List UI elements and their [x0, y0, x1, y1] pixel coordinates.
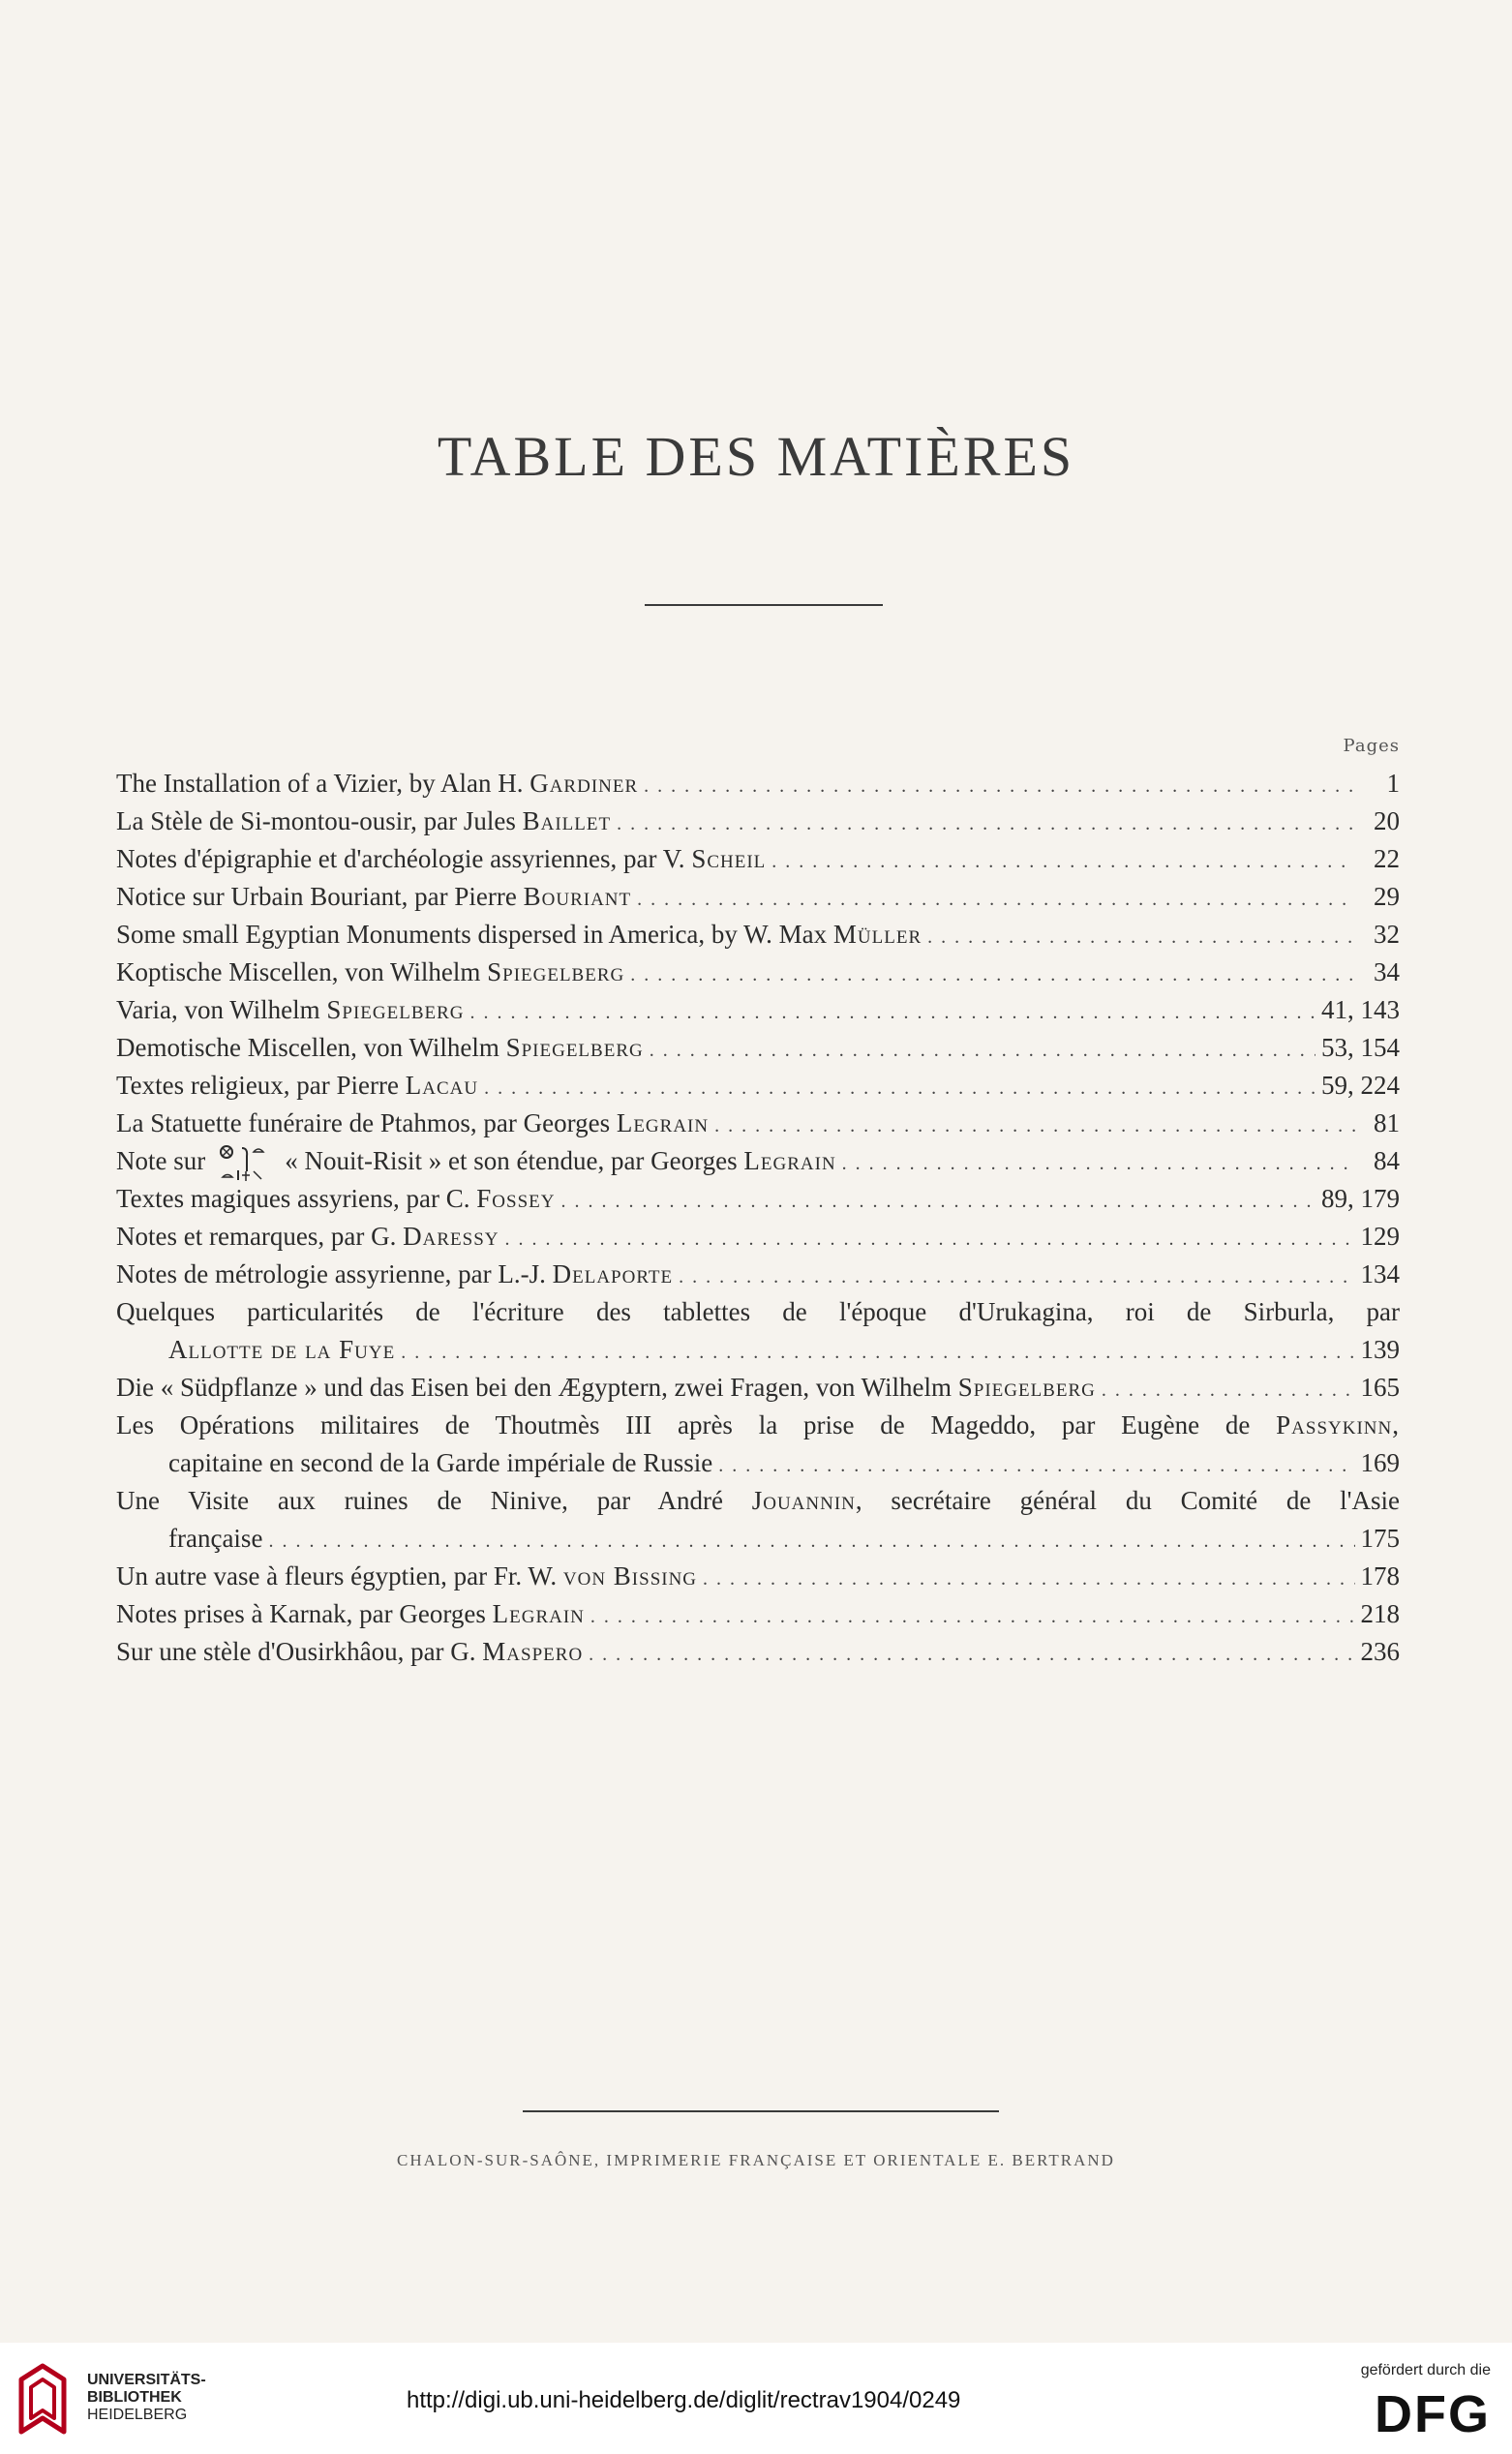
- toc-page-number: 178: [1360, 1561, 1400, 1591]
- toc-entry: [116, 1595, 1400, 1633]
- toc-entry: [116, 991, 1400, 1029]
- toc-entry-title: Koptische Miscellen, von Wilhelm Spiegelberg: [116, 957, 625, 986]
- toc-entry-title: Sur une stèle d'Ousirkhâou, par G. Maspero: [116, 1637, 584, 1666]
- leader-dots: [637, 878, 1355, 919]
- toc-entry-title: Textes religieux, par Pierre Lacau: [116, 1071, 479, 1100]
- toc-entry-author: Allotte de la Fuye: [168, 1335, 396, 1364]
- leader-dots: [650, 1029, 1315, 1070]
- toc-page-number: 139: [1360, 1335, 1400, 1364]
- toc-entry: [116, 1105, 1400, 1142]
- dfg-logo: DFG: [1375, 2385, 1491, 2443]
- toc-entry-title: La Statuette funéraire de Ptahmos, par Georges Legrain: [116, 1108, 710, 1137]
- colophon-divider: [523, 2110, 999, 2112]
- toc-entry: [116, 954, 1400, 991]
- leader-dots: [470, 991, 1316, 1032]
- toc-entry-continuation: [116, 1331, 1400, 1369]
- toc-entry-title: Notes d'épigraphie et d'archéologie assyriennes, par V. Scheil: [116, 844, 767, 873]
- funded-by-label: gefördert durch die: [1360, 2362, 1491, 2378]
- leader-dots: [679, 1256, 1354, 1296]
- leader-dots: [771, 840, 1355, 881]
- toc-entry-title: Some small Egyptian Monuments dispersed in America, by W. Max Müller: [116, 920, 922, 949]
- toc-entry-title: Varia, von Wilhelm Spiegelberg: [116, 995, 465, 1024]
- toc-entry: [116, 916, 1400, 954]
- toc-entry-title: Die « Südpflanze » und das Eisen bei den Ægyptern, zwei Fragen, von Wilhelm Spiegelberg: [116, 1373, 1096, 1402]
- toc-entry-continuation: [116, 1520, 1400, 1558]
- toc-entry-title: Notes de métrologie assyrienne, par L.-J. Delaporte: [116, 1259, 674, 1288]
- leader-dots: [927, 916, 1355, 956]
- toc-entry: [116, 878, 1400, 916]
- toc-entry-title: Les Opérations militaires de Thoutmès III après la prise de Mageddo, par Eugène de Passykinn,: [116, 1410, 1400, 1439]
- toc-entry-title-continued: française: [168, 1524, 263, 1553]
- leader-dots: [644, 765, 1355, 805]
- toc-entry-title: Une Visite aux ruines de Ninive, par André Jouannin, secrétaire général du Comité de l'Asie: [116, 1486, 1400, 1515]
- leader-dots: [718, 1444, 1354, 1485]
- toc-entry: [116, 1482, 1400, 1558]
- toc-page-number: 41, 143: [1321, 995, 1400, 1024]
- leader-dots: [401, 1331, 1354, 1372]
- toc-page-number: 22: [1374, 844, 1400, 873]
- toc-page-number: 84: [1374, 1146, 1400, 1175]
- leader-dots: [560, 1180, 1315, 1221]
- leader-dots: [590, 1595, 1355, 1636]
- toc-entry: [116, 1218, 1400, 1256]
- toc-entry-title: Note sur « Nouit-Risit » et son étendue, par Georges Legrain: [116, 1142, 836, 1182]
- viewer-footer: [0, 2343, 1512, 2454]
- toc-page-number: 1: [1386, 769, 1400, 798]
- toc-page-number: 165: [1360, 1373, 1400, 1402]
- toc-page-number: 175: [1360, 1524, 1400, 1553]
- toc-entry-title: La Stèle de Si-montou-ousir, par Jules Baillet: [116, 806, 612, 835]
- toc-entry: [116, 840, 1400, 878]
- toc-page-number: 34: [1374, 957, 1400, 986]
- toc-entry: [116, 1029, 1400, 1067]
- toc-entry-title: Quelques particularités de l'écriture des tablettes de l'époque d'Urukagina, roi de Sirburla, par: [116, 1297, 1400, 1326]
- printer-colophon: CHALON-SUR-SAÔNE, IMPRIMERIE FRANÇAISE ET ORIENTALE E. BERTRAND: [397, 2151, 1115, 2169]
- toc-page-number: 59, 224: [1321, 1071, 1400, 1100]
- toc-entry: [116, 1142, 1400, 1180]
- toc-page-number: 89, 179: [1321, 1184, 1400, 1213]
- permalink-url[interactable]: http://digi.ub.uni-heidelberg.de/diglit/rectrav1904/0249: [407, 2387, 961, 2413]
- toc-entry-title: Notice sur Urbain Bouriant, par Pierre Bouriant: [116, 882, 632, 911]
- pages-column-label: Pages: [1343, 736, 1400, 756]
- toc-entry-title: Textes magiques assyriens, par C. Fossey: [116, 1184, 556, 1213]
- toc-entry-continuation: [116, 1444, 1400, 1482]
- leader-dots: [589, 1633, 1354, 1674]
- toc-entry: [116, 1067, 1400, 1105]
- toc-entry: [116, 1293, 1400, 1369]
- university-library-logo-icon: [14, 2360, 72, 2439]
- toc-entry-title: The Installation of a Vizier, by Alan H. Gardiner: [116, 769, 639, 798]
- toc-page-number: 32: [1374, 920, 1400, 949]
- toc-page-number: 236: [1360, 1637, 1400, 1666]
- leader-dots: [617, 803, 1355, 843]
- toc-entry-title-continued: capitaine en second de la Garde impériale de Russie: [168, 1448, 713, 1477]
- leader-dots: [484, 1067, 1315, 1107]
- toc-entry: [116, 1180, 1400, 1218]
- leader-dots: [268, 1520, 1354, 1560]
- toc-entry: [116, 765, 1400, 803]
- toc-page-number: 218: [1360, 1599, 1400, 1628]
- leader-dots: [1102, 1369, 1355, 1409]
- toc-entry-title: Demotische Miscellen, von Wilhelm Spiegelberg: [116, 1033, 644, 1062]
- toc-entry-title: Notes et remarques, par G. Daressy: [116, 1222, 499, 1251]
- table-of-contents: [116, 765, 1400, 1671]
- toc-entry: [116, 1256, 1400, 1293]
- toc-entry: [116, 1558, 1400, 1595]
- leader-dots: [703, 1558, 1354, 1598]
- toc-page-number: 53, 154: [1321, 1033, 1400, 1062]
- toc-entry: [116, 803, 1400, 840]
- toc-entry: [116, 1407, 1400, 1482]
- title-divider: [645, 604, 883, 606]
- toc-page-number: 169: [1360, 1448, 1400, 1477]
- toc-page-number: 29: [1374, 882, 1400, 911]
- leader-dots: [842, 1142, 1355, 1183]
- toc-entry: [116, 1369, 1400, 1407]
- leader-dots: [630, 954, 1355, 994]
- toc-page-number: 129: [1360, 1222, 1400, 1251]
- toc-page-number: 20: [1374, 806, 1400, 835]
- toc-page-number: 134: [1360, 1259, 1400, 1288]
- toc-entry-title: Un autre vase à fleurs égyptien, par Fr. W. von Bissing: [116, 1561, 698, 1591]
- leader-dots: [505, 1218, 1355, 1258]
- hieroglyph-glyph-icon: [219, 1144, 271, 1182]
- page-title: TABLE DES MATIÈRES: [437, 425, 1075, 488]
- library-name: UNIVERSITÄTS- BIBLIOTHEK HEIDELBERG: [87, 2372, 206, 2423]
- leader-dots: [714, 1105, 1355, 1145]
- toc-entry: [116, 1633, 1400, 1671]
- toc-entry-title: Notes prises à Karnak, par Georges Legrain: [116, 1599, 585, 1628]
- toc-page-number: 81: [1374, 1108, 1400, 1137]
